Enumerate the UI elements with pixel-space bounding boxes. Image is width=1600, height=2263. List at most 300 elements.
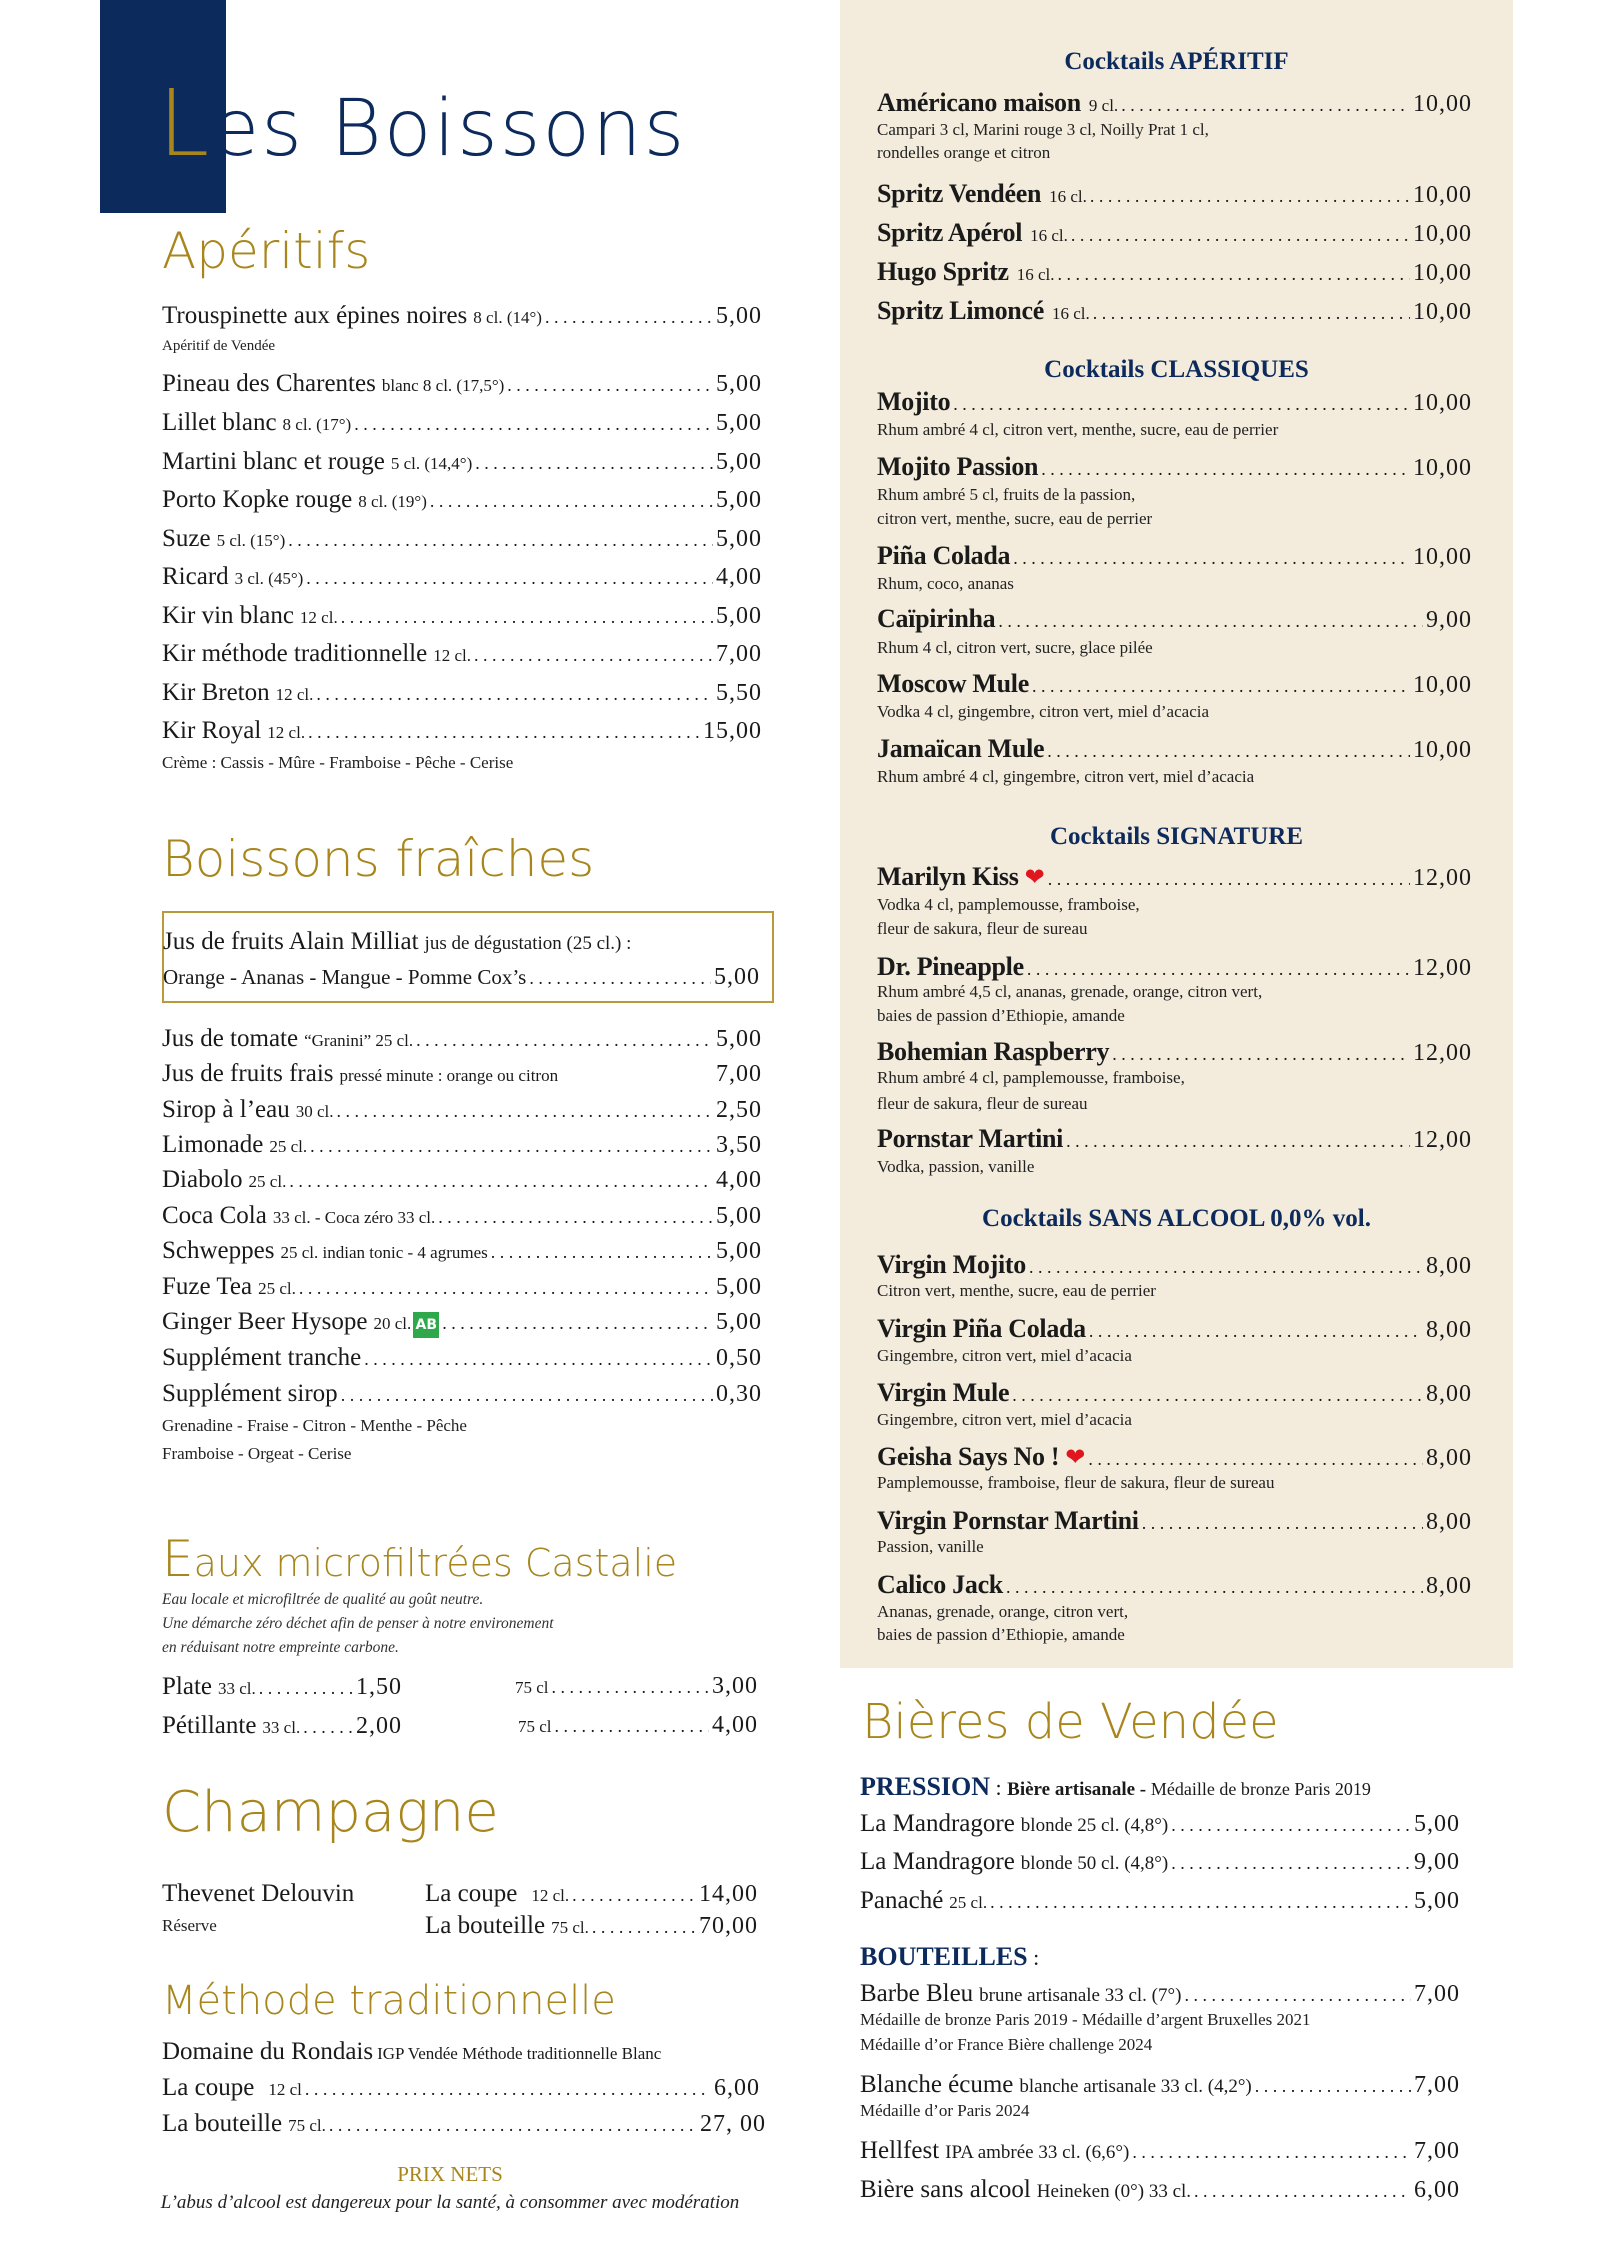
separator: : xyxy=(990,1775,1008,1800)
dot-leader xyxy=(1171,1853,1411,1874)
cocktail-item xyxy=(877,1442,1472,1472)
item-name: Marilyn Kiss xyxy=(877,862,1019,891)
item-name: Bière sans alcool xyxy=(860,2176,1031,2203)
item-price: 5,00 xyxy=(716,1274,762,1300)
item-size: 33 cl. xyxy=(262,1718,301,1737)
pression-label: PRESSION xyxy=(860,1772,991,1801)
menu-item xyxy=(162,1025,762,1053)
section-title-methode: Méthode traditionnelle xyxy=(162,1978,616,2024)
item-detail: 8 cl. (14°) xyxy=(473,308,542,327)
water-title-rest: aux microfiltrées Castalie xyxy=(193,1541,678,1585)
cocktail-item xyxy=(877,387,1472,417)
cocktail-item xyxy=(877,1506,1472,1536)
menu-item xyxy=(162,1166,762,1194)
dot-leader xyxy=(1142,1513,1423,1534)
dot-leader xyxy=(529,968,711,989)
water-desc-1: Eau locale et microfiltrée de qualité au goût neutre. xyxy=(162,1591,484,1608)
item-detail: 12 cl. xyxy=(433,646,471,665)
dot-leader xyxy=(305,2079,711,2100)
item-detail: “Granini” 25 cl. xyxy=(304,1031,414,1050)
item-price: 5,00 xyxy=(714,964,760,990)
item-desc: Rhum ambré 4 cl, gingembre, citron vert, miel d’acacia xyxy=(877,767,1255,786)
dot-leader xyxy=(1088,1449,1423,1470)
producer-name: Domaine du Rondais xyxy=(162,2038,374,2065)
item-name: Limonade xyxy=(162,1131,264,1158)
item-price: 5,00 xyxy=(716,1203,762,1229)
dot-leader xyxy=(329,2115,697,2136)
item-name: Schweppes xyxy=(162,1237,275,1264)
section-title-aperitifs: Apéritifs xyxy=(162,222,371,280)
item-detail: 16 cl. xyxy=(1051,304,1090,323)
cocktail-item xyxy=(877,296,1472,326)
item-price: 8,00 xyxy=(1426,1573,1472,1599)
item-detail: 30 cl. xyxy=(295,1102,334,1121)
water-item-small xyxy=(162,1712,402,1740)
item-detail: 16 cl. xyxy=(1016,265,1055,284)
menu-item xyxy=(162,2110,766,2138)
item-name: Spritz Limoncé xyxy=(877,296,1044,325)
item-price: 1,50 xyxy=(356,1674,402,1700)
dot-leader xyxy=(354,414,713,435)
dot-leader xyxy=(1041,459,1410,480)
item-detail: blanche artisanale 33 cl. (4,2°) xyxy=(1019,2076,1252,2097)
item-name: Kir vin blanc xyxy=(162,602,294,629)
dot-leader xyxy=(545,307,713,328)
water-desc-3: en réduisant notre empreinte carbone. xyxy=(162,1639,399,1656)
item-price: 8,00 xyxy=(1426,1509,1472,1535)
menu-item xyxy=(162,1273,762,1301)
dot-leader xyxy=(438,1207,713,1228)
dot-leader xyxy=(1089,1321,1423,1342)
water-item-small xyxy=(162,1673,402,1701)
item-price: 5,00 xyxy=(716,410,762,436)
item-name: Mojito xyxy=(877,387,951,416)
pression-header xyxy=(860,1772,1371,1802)
item-desc: Passion, vanille xyxy=(877,1537,984,1556)
menu-item xyxy=(162,2074,760,2102)
item-name: La Mandragore xyxy=(860,1848,1015,1875)
item-price: 6,00 xyxy=(714,2075,760,2101)
dot-leader xyxy=(299,1278,713,1299)
dot-leader xyxy=(507,375,713,396)
water-title-initial: E xyxy=(162,1530,194,1588)
beer-item xyxy=(860,2137,1460,2165)
item-detail: 25 cl. xyxy=(248,1172,287,1191)
item-detail: 25 cl. xyxy=(269,1137,308,1156)
dot-leader xyxy=(475,453,713,474)
water-desc-2: Une démarche zéro déchet afin de penser à notre environement xyxy=(162,1615,554,1632)
menu-item xyxy=(162,1060,762,1088)
item-name: La bouteille xyxy=(162,2110,283,2137)
menu-item xyxy=(162,1344,762,1372)
item-name: Ricard xyxy=(162,563,229,590)
dot-leader xyxy=(1066,1131,1410,1152)
item-price: 2,50 xyxy=(716,1097,762,1123)
heart-icon: ❤ xyxy=(1065,1445,1086,1471)
menu-item xyxy=(162,1308,762,1338)
dot-leader xyxy=(341,607,713,628)
item-desc: Gingembre, citron vert, miel d’acacia xyxy=(877,1410,1132,1429)
cocktail-item xyxy=(877,1250,1472,1280)
dot-leader xyxy=(1058,264,1410,285)
item-name: Geisha Says No ! xyxy=(877,1442,1060,1471)
item-detail: 12 cl. xyxy=(275,685,314,704)
dot-leader xyxy=(1012,1385,1423,1406)
cocktail-item xyxy=(877,452,1472,482)
dot-leader xyxy=(592,1917,696,1938)
menu-item xyxy=(162,370,762,398)
item-price: 12,00 xyxy=(1413,955,1472,981)
page-title-initial: L xyxy=(158,70,212,177)
dot-leader xyxy=(1013,548,1410,569)
item-desc: Campari 3 cl, Marini rouge 3 cl, Noilly Prat 1 cl, xyxy=(877,120,1209,139)
cocktail-item xyxy=(877,179,1472,209)
item-detail: 12 cl. xyxy=(267,723,306,742)
cocktail-item xyxy=(877,541,1472,571)
item-price: 15,00 xyxy=(703,718,762,744)
item-price: 8,00 xyxy=(1426,1317,1472,1343)
item-price: 5,00 xyxy=(716,487,762,513)
item-name: Supplément sirop xyxy=(162,1380,338,1407)
item-detail: 5 cl. (15°) xyxy=(216,531,286,550)
dot-leader xyxy=(308,722,700,743)
item-name: Américano maison xyxy=(877,88,1081,117)
item-desc: citron vert, menthe, sucre, eau de perrier xyxy=(877,509,1153,528)
item-desc: Vodka, passion, vanille xyxy=(877,1157,1035,1176)
item-detail: 25 cl. xyxy=(949,1893,988,1912)
item-detail: brune artisanale 33 cl. (7°) xyxy=(979,1985,1182,2006)
item-price: 6,00 xyxy=(1414,2177,1460,2203)
item-price: 3,50 xyxy=(716,1132,762,1158)
syrup-flavours-1: Grenadine - Fraise - Citron - Menthe - Pêche xyxy=(162,1416,467,1435)
item-name: Martini blanc et rouge xyxy=(162,448,385,475)
menu-item xyxy=(162,1202,762,1230)
item-detail: 12 cl. xyxy=(299,608,338,627)
item-price: 10,00 xyxy=(1413,672,1472,698)
dot-leader xyxy=(1032,676,1410,697)
item-price: 10,00 xyxy=(1413,221,1472,247)
item-price: 5,00 xyxy=(716,303,762,329)
item-price: 5,00 xyxy=(716,526,762,552)
item-desc: rondelles orange et citron xyxy=(877,143,1051,162)
item-name: Blanche écume xyxy=(860,2071,1014,2098)
item-price: 5,00 xyxy=(716,449,762,475)
item-desc: baies de passion d’Ethiopie, amande xyxy=(877,1625,1125,1644)
item-name: Dr. Pineapple xyxy=(877,952,1024,981)
item-name: Spritz Apérol xyxy=(877,218,1023,247)
item-name: Hellfest xyxy=(860,2137,940,2164)
item-name: Coca Cola xyxy=(162,1202,267,1229)
item-price: 0,30 xyxy=(716,1381,762,1407)
item-name: Sirop à l’eau xyxy=(162,1096,290,1123)
beer-item xyxy=(860,1810,1460,1838)
item-price: 5,00 xyxy=(716,1026,762,1052)
section-title-champagne: Champagne xyxy=(162,1780,499,1845)
item-price: 8,00 xyxy=(1426,1381,1472,1407)
featured-juice-flavours xyxy=(163,964,760,991)
dot-leader xyxy=(491,1242,713,1263)
item-detail: 75 cl. xyxy=(551,1918,589,1937)
item-desc: Rhum ambré 4 cl, pamplemousse, framboise, xyxy=(877,1068,1185,1087)
organic-ab-icon: AB xyxy=(413,1312,439,1338)
dot-leader xyxy=(289,1171,713,1192)
item-price: 10,00 xyxy=(1413,91,1472,117)
item-name: Fuze Tea xyxy=(162,1273,253,1300)
item-price: 7,00 xyxy=(716,641,762,667)
menu-item xyxy=(162,640,762,668)
item-price: 9,00 xyxy=(1426,607,1472,633)
item-name: Trouspinette aux épines noires xyxy=(162,302,468,329)
item-price: 7,00 xyxy=(1414,2072,1460,2098)
item-desc: baies de passion d’Ethiopie, amande xyxy=(877,1006,1125,1025)
dot-leader xyxy=(1121,95,1410,116)
cocktail-item xyxy=(877,88,1472,118)
beer-award: Médaille d’or Paris 2024 xyxy=(860,2101,1030,2120)
dot-leader xyxy=(303,1717,353,1738)
cocktails-classiques-title: Cocktails CLASSIQUES xyxy=(1044,356,1309,383)
page-title-rest: es Boissons xyxy=(211,84,687,174)
item-detail: 12 cl. xyxy=(531,1886,570,1905)
item-price: 12,00 xyxy=(1413,865,1472,891)
beer-item xyxy=(860,1980,1460,2008)
item-detail: 25 cl. indian tonic - 4 agrumes xyxy=(280,1243,488,1262)
item-name: Pornstar Martini xyxy=(877,1124,1064,1153)
item-detail: 8 cl. (19°) xyxy=(358,492,427,511)
item-detail: 12 cl xyxy=(268,2080,302,2099)
cocktails-sans-alcool-title: Cocktails SANS ALCOOL 0,0% vol. xyxy=(982,1205,1371,1232)
item-price: 7,00 xyxy=(716,1061,762,1087)
item-price: 9,00 xyxy=(1414,1849,1460,1875)
item-desc: Rhum, coco, ananas xyxy=(877,574,1014,593)
page-title xyxy=(158,70,686,177)
alcohol-warning: L’abus d’alcool est dangereux pour la santé, à consommer avec modération xyxy=(160,2192,740,2213)
item-desc: fleur de sakura, fleur de sureau xyxy=(877,1094,1088,1113)
item-name: Kir Royal xyxy=(162,717,262,744)
item-desc: Rhum ambré 4 cl, citron vert, menthe, sucre, eau de perrier xyxy=(877,420,1279,439)
item-name: Ginger Beer Hysope xyxy=(162,1308,368,1335)
item-price: 7,00 xyxy=(1414,1981,1460,2007)
dot-leader xyxy=(1132,2142,1411,2163)
cocktail-item xyxy=(877,257,1472,287)
cocktail-item xyxy=(877,1037,1472,1067)
dot-leader xyxy=(442,1313,713,1334)
menu-item xyxy=(162,563,762,591)
item-name: Virgin Mule xyxy=(877,1378,1010,1407)
menu-item xyxy=(162,1096,762,1124)
item-name: Virgin Mojito xyxy=(877,1250,1026,1279)
item-name: Panaché xyxy=(860,1887,944,1914)
item-price: 70,00 xyxy=(699,1913,758,1939)
menu-item xyxy=(162,717,762,745)
bouteilles-label: BOUTEILLES xyxy=(860,1942,1028,1971)
item-name: Pineau des Charentes xyxy=(162,370,376,397)
item-name: Plate xyxy=(162,1673,212,1700)
item-size: 75 cl xyxy=(515,1678,549,1697)
dot-leader xyxy=(337,1101,713,1122)
menu-item xyxy=(162,302,762,330)
item-detail: 8 cl. (17°) xyxy=(282,415,352,434)
item-detail: 5 cl. (14,4°) xyxy=(390,454,473,473)
item-detail: blonde 50 cl. (4,8°) xyxy=(1020,1853,1169,1874)
featured-juice-header xyxy=(163,928,631,956)
item-detail: 75 cl. xyxy=(288,2116,326,2135)
item-detail: 25 cl. xyxy=(258,1279,296,1298)
item-desc: Gingembre, citron vert, miel d’acacia xyxy=(877,1346,1132,1365)
separator: : xyxy=(1027,1945,1040,1970)
item-name: Suze xyxy=(162,525,211,552)
item-price: 14,00 xyxy=(699,1881,758,1907)
item-price: 5,00 xyxy=(716,1309,762,1335)
item-price: 4,00 xyxy=(716,1167,762,1193)
item-name: Calico Jack xyxy=(877,1570,1003,1599)
item-price: 8,00 xyxy=(1426,1253,1472,1279)
dot-leader xyxy=(364,1349,713,1370)
item-name: Porto Kopke rouge xyxy=(162,486,353,513)
menu-item xyxy=(162,1131,762,1159)
beer-item xyxy=(860,1887,1460,1915)
item-price: 10,00 xyxy=(1413,182,1472,208)
item-name: Kir Breton xyxy=(162,679,270,706)
item-detail: Heineken (0°) 33 cl. xyxy=(1036,2181,1192,2202)
menu-item xyxy=(162,486,762,514)
item-desc: Ananas, grenade, orange, citron vert, xyxy=(877,1602,1129,1621)
menu-item xyxy=(162,525,762,553)
menu-item xyxy=(162,602,762,630)
item-desc: Pamplemousse, framboise, fleur de sakura, fleur de sureau xyxy=(877,1473,1275,1492)
cocktail-item xyxy=(877,218,1472,248)
menu-item xyxy=(162,1380,762,1408)
pression-detail: Médaille de bronze Paris 2019 xyxy=(1150,1779,1371,1799)
heart-icon: ❤ xyxy=(1024,865,1045,891)
item-name: Supplément tranche xyxy=(162,1344,362,1371)
item-price: 12,00 xyxy=(1413,1127,1472,1153)
item-name: Diabolo xyxy=(162,1166,243,1193)
item-price: 2,00 xyxy=(356,1713,402,1739)
item-price: 5,00 xyxy=(716,1238,762,1264)
item-size: 75 cl xyxy=(518,1717,552,1736)
dot-leader xyxy=(1047,741,1410,762)
item-name: Jus de fruits Alain Milliat xyxy=(163,928,419,955)
item-note: Apéritif de Vendée xyxy=(162,338,276,354)
item-detail: IPA ambrée 33 cl. (6,6°) xyxy=(945,2142,1130,2163)
item-detail: 3 cl. (45°) xyxy=(234,569,304,588)
dot-leader xyxy=(288,530,713,551)
item-price: 10,00 xyxy=(1413,544,1472,570)
dot-leader xyxy=(953,394,1410,415)
dot-leader xyxy=(1027,959,1410,980)
beer-item xyxy=(860,1848,1460,1876)
beer-item xyxy=(860,2071,1460,2099)
item-desc: Vodka 4 cl, gingembre, citron vert, miel d’acacia xyxy=(877,702,1210,721)
syrup-flavours-2: Framboise - Orgeat - Cerise xyxy=(162,1444,352,1463)
item-detail: blonde 25 cl. (4,8°) xyxy=(1020,1815,1169,1836)
item-price: 4,00 xyxy=(716,564,762,590)
producer-name: Thevenet Delouvin xyxy=(162,1880,355,1907)
cocktail-item xyxy=(877,1378,1472,1408)
menu-item xyxy=(425,1880,758,1908)
cocktail-item xyxy=(877,862,1472,892)
item-name: Piña Colada xyxy=(877,541,1011,570)
item-name: Caïpirinha xyxy=(877,604,996,633)
item-price: 10,00 xyxy=(1413,299,1472,325)
cocktail-item xyxy=(877,734,1472,764)
dot-leader xyxy=(572,1885,696,1906)
cocktail-item xyxy=(877,604,1472,634)
item-desc: Rhum 4 cl, citron vert, sucre, glace pilée xyxy=(877,638,1153,657)
dot-leader xyxy=(430,491,713,512)
item-detail: pressé minute : orange ou citron xyxy=(339,1066,559,1085)
dot-leader xyxy=(341,1385,713,1406)
champagne-producer xyxy=(162,1880,354,1908)
cocktail-item xyxy=(877,1314,1472,1344)
item-detail: jus de dégustation (25 cl.) : xyxy=(424,933,632,954)
dot-leader xyxy=(1184,1985,1411,2006)
item-name: Hugo Spritz xyxy=(877,257,1009,286)
item-detail: blanc 8 cl. (17,5°) xyxy=(381,376,505,395)
water-item-large xyxy=(515,1673,758,1700)
item-detail: 20 cl. xyxy=(373,1314,412,1333)
item-detail: 9 cl. xyxy=(1088,96,1119,115)
dot-leader xyxy=(1006,1577,1423,1598)
dot-leader xyxy=(990,1892,1411,1913)
water-item-large xyxy=(518,1712,758,1739)
item-name: La bouteille xyxy=(425,1912,546,1939)
dot-leader xyxy=(1255,2076,1411,2097)
prix-nets-label: PRIX NETS xyxy=(397,2162,503,2186)
item-detail: 16 cl. xyxy=(1049,187,1087,206)
beer-award: Médaille de bronze Paris 2019 - Médaille d’argent Bruxelles 2021 xyxy=(860,2010,1311,2029)
item-name: La coupe xyxy=(162,2074,255,2101)
dot-leader xyxy=(1093,303,1410,324)
item-price: 10,00 xyxy=(1413,737,1472,763)
pression-bold-detail: Bière artisanale - xyxy=(1007,1779,1151,1800)
menu-item xyxy=(162,679,762,707)
item-price: 4,00 xyxy=(712,1712,758,1738)
menu-item xyxy=(425,1912,758,1940)
item-name: Virgin Piña Colada xyxy=(877,1314,1086,1343)
item-price: 5,00 xyxy=(716,603,762,629)
menu-item xyxy=(162,409,762,437)
menu-item xyxy=(162,448,762,476)
item-desc: Citron vert, menthe, sucre, eau de perrier xyxy=(877,1281,1156,1300)
beer-award: Médaille d’or France Bière challenge 2024 xyxy=(860,2035,1153,2054)
item-name: La Mandragore xyxy=(860,1810,1015,1837)
item-name: Pétillante xyxy=(162,1712,257,1739)
item-name: Jus de tomate xyxy=(162,1025,299,1052)
item-name: Lillet blanc xyxy=(162,409,277,436)
item-name: Mojito Passion xyxy=(877,452,1039,481)
item-price: 8,00 xyxy=(1426,1445,1472,1471)
item-desc: Rhum ambré 4,5 cl, ananas, grenade, orange, citron vert, xyxy=(877,982,1263,1001)
dot-leader xyxy=(310,1136,713,1157)
item-price: 27, 00 xyxy=(700,2111,766,2137)
cocktail-item xyxy=(877,952,1472,982)
item-price: 10,00 xyxy=(1413,390,1472,416)
section-title-beers: Bières de Vendée xyxy=(862,1694,1279,1750)
item-desc: Vodka 4 cl, pamplemousse, framboise, xyxy=(877,895,1140,914)
item-name: Kir méthode traditionnelle xyxy=(162,640,428,667)
dot-leader xyxy=(416,1030,713,1051)
item-flavours: Orange - Ananas - Mangue - Pomme Cox’s xyxy=(163,965,527,989)
cocktail-item xyxy=(877,1570,1472,1600)
item-price: 5,00 xyxy=(1414,1888,1460,1914)
dot-leader xyxy=(1112,1044,1410,1065)
item-price: 0,50 xyxy=(716,1345,762,1371)
dot-leader xyxy=(474,645,713,666)
dot-leader xyxy=(1090,186,1410,207)
section-title-water xyxy=(162,1530,677,1588)
dot-leader xyxy=(306,568,713,589)
